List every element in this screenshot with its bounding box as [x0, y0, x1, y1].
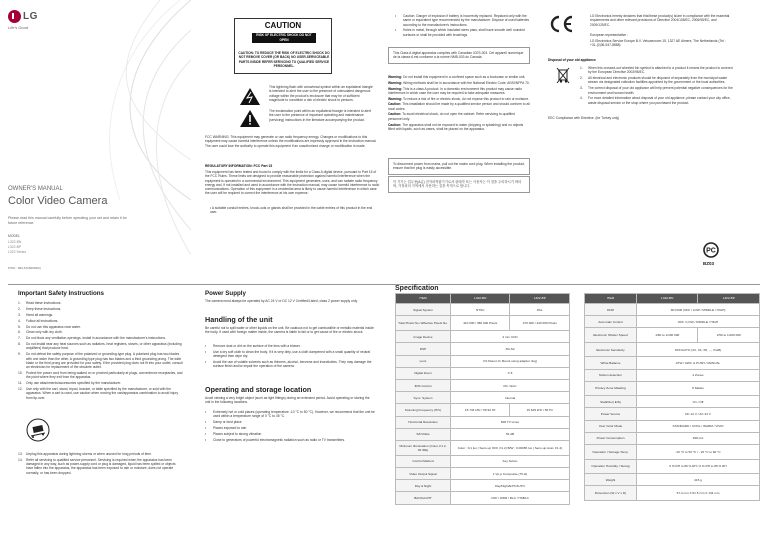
- warning-label: Warning:: [388, 96, 403, 101]
- list-item: 4. For more detailed information about disposal of your old appliance, please contact your city office, waste disposal service or the shop where you purchased the product.: [580, 96, 736, 105]
- regulatory-bullet: • A suitable conduit entries, knock-outs or glands shall be provided in the cable entries of this product in the end user.: [210, 206, 373, 215]
- spec-value: STANDARD / COOL / WARM / VIVID: [637, 420, 760, 432]
- warning-text: To reduce a risk of fire or electric shock, do not expose this product to rain or moisture.: [403, 96, 530, 101]
- list-item-text: Protect the power cord from being walked on or pinched particularly at plugs, convenience receptacles, and the point where they exit from the apparatus.: [26, 371, 183, 380]
- table-row: [396, 455, 570, 467]
- table-row: [585, 445, 760, 460]
- certification-code: BZ03: [703, 261, 715, 266]
- lg-logo: [8, 10, 54, 36]
- spec-value: 600 TV Lines: [451, 416, 570, 428]
- list-item-text: All electrical and electronic products should be disposed of separately from the municipal waste stream via designated collection facilities appointed by the government or the local authorities.: [588, 76, 728, 85]
- warning-item: [388, 81, 530, 85]
- spec-value: 15.625 kHz / 50 Hz: [510, 404, 570, 416]
- list-item-text: Extremely hot or cold places (operating temperature -10 °C to 50 °C). However, we recommend that the unit be used within a temperature range of 0 °C to 45 °C.: [213, 410, 375, 419]
- spec-label: Dimension (W x V x D): [585, 486, 637, 501]
- warnings-block: [388, 75, 530, 133]
- table-row: [585, 328, 760, 343]
- list-item-text: Heed all warnings.: [26, 312, 54, 317]
- spec-label: Scanning Frequency (H/V): [396, 404, 451, 416]
- table-row: [396, 304, 570, 316]
- header-model-bp: L322-BP: [510, 294, 570, 304]
- spec-value: X 8: [451, 367, 570, 379]
- warning-item: [388, 123, 530, 132]
- list-item-text: Clean only with dry cloth.: [26, 330, 63, 335]
- header-item: ITEM: [396, 294, 451, 304]
- list-item-text: Close to generators of powerful electromagnetic radiation such as radio or TV transmitters.: [213, 437, 346, 442]
- spec-label: Privacy Zone Masking: [585, 381, 637, 396]
- list-item-text: Use only with the cart, stand, tripod, bracket, or table specified by the manufacturer, or sold with the apparatus. When a cart is used, use caution when moving the cart/apparatus combination to avoid injury from tip-over.: [26, 387, 179, 400]
- table-row: [396, 379, 570, 391]
- shock-warning-bar: RISK OF ELECTRIC SHOCK DO NOT OPEN: [252, 33, 316, 43]
- warning-item: [388, 75, 530, 79]
- cover-panel: [0, 0, 191, 281]
- list-item-text: Keep these instructions.: [26, 306, 62, 311]
- list-item: 2. All electrical and electronic products should be disposed of separately from the municipal waste stream via designated collection facilities appointed by the government or the local authorities.: [580, 76, 736, 85]
- spec-label: DSP: [396, 343, 451, 355]
- disposal-list: [580, 66, 736, 107]
- spec-value: DC 12 V / AC 24 V: [637, 408, 760, 420]
- table-row: [396, 404, 570, 416]
- safety-list: [18, 301, 183, 401]
- list-item: • Places exposed to rain: [205, 426, 247, 431]
- safety-list-cont: [18, 452, 183, 477]
- spec-value: OFF / LOW / MIDDLE / HIGH: [637, 316, 760, 328]
- list-item: • Remove dust or dirt on the surface of the lens with a blower.: [205, 344, 301, 348]
- spec-label: Motion detection: [585, 369, 637, 381]
- warning-text: Wiring methods shall be in accordance with the National Electric Code, ANSI/NFPA 70.: [403, 80, 530, 85]
- regulatory-heading: REGULATORY INFORMATION: FCC Part 15: [205, 164, 273, 168]
- manual-type: OWNER'S MANUAL: [8, 186, 63, 192]
- spec-value: 67.4 mm X 61.5 mm X 134 mm: [637, 486, 760, 501]
- list-item-text: Refer all servicing to qualified service personnel. Servicing is required when the apparatus has been damaged in any way, such as power-supply cord or plug is damaged, liquid has been spilled or objects have fallen into the apparatus, the apparatus has been exposed to rain or moisture, does not operate normally, or has been dropped.: [26, 457, 176, 475]
- spec-value: -10 °C to 50 °C / - 20 °C to 60 °C: [637, 445, 760, 460]
- eec-compliance: EEC Compliance with Directive. (for Turkey only): [548, 116, 620, 120]
- regulatory-body: This equipment has been tested and found to comply with the limits for a Class A digital device, pursuant to Part 15 of the FCC Rules. These limits are designed to provide reasonable protection against harmful interference when the equipment is operated in a commercial environment. This equipment generates, uses, and can radiate radio frequency energy and, if not installed and used in accordance with the instruction manual, may cause harmful interference to radio communications. Operation of this equipment in a residential area is likely to cause harmful interference in which case the user will be required to correct the interference at his own expense.: [205, 170, 380, 196]
- lightning-explanation: This lightning flash with arrowhead symbol within an equilateral triangle is intended to alert the user to the presence of uninsulated dangerous voltage within the product's enclosure that may be of sufficient magnitude to constitute a risk of electric shock to persons.: [269, 85, 373, 102]
- spec-label: S/N Ratio: [396, 428, 451, 440]
- list-item-text: Do not install near any heat sources such as radiators, heat registers, stoves, or other apparatus (including amplifiers) that produce heat.: [26, 342, 182, 351]
- spec-value: 4 mm CCD: [451, 331, 570, 343]
- table-row: [585, 381, 760, 396]
- spec-label: Video Output Signal: [396, 468, 451, 480]
- read-instruction: Please read this manual carefully before operating your set and retain it for future reference.: [8, 216, 127, 225]
- list-item: 14. Refer all servicing to qualified service personnel. Servicing is required when the apparatus has been damaged in any way, such as power-supply cord or plug is damaged, liquid has been spilled or objects have fallen into the apparatus, the apparatus has been exposed to rain or moisture, does not operate normally, or has been dropped.: [18, 458, 183, 475]
- list-item-text: Holes in metal, through which insulated wires pass, shall have smooth well rounded surfaces or shall be provided with brushings.: [403, 28, 525, 37]
- model-item: L322-BN: [8, 240, 22, 244]
- spec-label: Sync. System: [396, 392, 451, 404]
- list-item-text: Follow all instructions.: [26, 318, 59, 323]
- warning-text: This is a class A product. In a domestic environment this product may cause radio interference in which case the user may be required to take adequate measures.: [388, 86, 522, 95]
- location-title: Operating and storage location: [205, 385, 312, 394]
- list-item-text: Places subject to strong vibration: [213, 431, 262, 436]
- table-row: [585, 474, 760, 486]
- list-item-text: Remove dust or dirt on the surface of the lens with a blower.: [213, 344, 301, 348]
- spec-value: 415 g: [637, 474, 760, 486]
- list-item: 4. Follow all instructions.: [18, 318, 59, 323]
- table-row: [396, 416, 570, 428]
- spec-value: OFF/AUTO (X2, X4, X8, ..., X128): [637, 342, 760, 357]
- header-item: ITEM: [585, 294, 637, 304]
- spec-label: White Balance: [585, 357, 637, 369]
- table-row: [585, 459, 760, 474]
- power-title: Power Supply: [205, 290, 246, 297]
- list-item: 6. Clean only with dry cloth.: [18, 330, 63, 335]
- ce-declaration: LG Electronics hereby declares that this/these product(s) is/are in compliance with the essential requirements and other relevant provisions of Directive 2004/108/EC, 2006/95/EC, and 2009/125/EC.: [590, 14, 730, 27]
- exclamation-triangle-icon: [240, 110, 260, 127]
- spec-value: NTSC: [451, 304, 510, 316]
- list-item: • Holes in metal, through which insulated wires pass, shall have smooth well rounded surfaces or shall be provided with brushings.: [395, 28, 530, 37]
- list-item-text: Only use attachments/accessories specified by the manufacturer.: [26, 381, 122, 386]
- table-row: [396, 440, 570, 455]
- header-model-bp: L322-BP: [698, 294, 760, 304]
- model-item: L322 Series: [8, 249, 27, 254]
- disposal-heading: Disposal of your old appliance: [548, 58, 596, 62]
- model-list: [8, 240, 26, 255]
- list-item: 12. Use only with the cart, stand, tripod, bracket, or table specified by the manufacturer, or sold with the apparatus. When a cart is used, use caution when moving the cart/apparatus combination to avoid injury from tip-over.: [18, 387, 183, 400]
- spec-value: PAL: [510, 304, 570, 316]
- page-divider: [8, 284, 760, 285]
- list-item: 13. Unplug this apparatus during lightning storms or when unused for long periods of time.: [18, 452, 152, 456]
- list-item: • Damp or dust place: [205, 420, 242, 425]
- spec-label: Operation / Storage Temp.: [585, 445, 637, 460]
- svg-text:PC: PC: [706, 247, 716, 255]
- caution-box: [234, 18, 332, 74]
- caution-text: CAUTION: TO REDUCE THE RISK OF ELECTRIC SHOCK DO NOT REMOVE COVER (OR BACK) NO USER-SERVICEABLE PARTS INSIDE REFER SERVICING TO QUALIFIED SERVICE PERSONNEL.: [238, 51, 330, 68]
- warning-item: [388, 112, 530, 121]
- list-item-text: Unplug this apparatus during lightning storms or when unused for long periods of time.: [26, 452, 152, 456]
- list-item: • Use a dry soft cloth to clean the body. If it is very dirty, use a cloth dampened with a small quantity of neutral detergent then wipe dry.: [205, 350, 375, 359]
- spec-label: Total Pixels No./ Effective Pixels No.: [396, 316, 451, 331]
- list-item: 1. Read these instructions.: [18, 301, 62, 305]
- lightning-triangle-icon: [240, 88, 260, 105]
- safety-title: Important Safety Instructions: [18, 290, 104, 297]
- table-header-row: [396, 294, 570, 304]
- spec-value: Color : 0.1 lux ( Sens-up OFF, F1.2) B/W : 0.00065 lux ( Sens-up Auto, F1.2): [451, 440, 570, 455]
- warning-label: Caution:: [388, 102, 402, 107]
- list-item: 3. The correct disposal of your old appliance will help prevent potential negative consequences for the environment and human health.: [580, 86, 736, 95]
- eu-rep-heading: European representative :: [590, 33, 628, 37]
- canada-compliance-box: This Class A digital apparatus complies with Canadian ICES-003. Cet appareil numerique de la classe A est conforme a la norme NMB-003 du Canada.: [388, 47, 530, 64]
- warning-label: Caution:: [388, 122, 402, 127]
- spec-value: Internal: [451, 392, 570, 404]
- spec-value: 8 Masks: [637, 381, 760, 396]
- battery-caution-list: [395, 14, 530, 39]
- spec-label: User Color Mode: [585, 420, 637, 432]
- spec-label: Control Method: [396, 455, 451, 467]
- spec-label: Electronic Sensitivity: [585, 342, 637, 357]
- warning-label: Warning:: [388, 86, 403, 91]
- table-row: [396, 392, 570, 404]
- list-item-text: For more detailed information about disposal of your old appliance, please contact your city office, waste disposal service or the shop where you purchased the product.: [588, 96, 731, 105]
- list-item-text: Read these instructions.: [26, 301, 62, 305]
- logo-text: LG: [23, 11, 38, 22]
- table-row: [585, 486, 760, 501]
- table-row: [396, 355, 570, 367]
- spec-value: 52 dB: [451, 428, 570, 440]
- spec-value: XD-S2: [451, 343, 570, 355]
- list-item: • Places subject to strong vibration: [205, 431, 262, 436]
- caution-title: CAUTION: [264, 21, 302, 30]
- list-item-text: Do not use this apparatus near water.: [26, 324, 81, 329]
- spec-label: Horizontal Resolution: [396, 416, 451, 428]
- warning-text: Do not install this equipment in a confined space such as a bookcase or similar unit.: [403, 75, 526, 79]
- table-row: [585, 369, 760, 381]
- warning-item: [388, 97, 530, 101]
- spec-label: IRIS Control: [396, 379, 451, 391]
- eac-certification-icon: [700, 242, 722, 260]
- spec-table-2: [584, 293, 760, 501]
- table-row: [396, 316, 570, 331]
- list-item: 5. Do not use this apparatus near water.: [18, 324, 81, 329]
- list-item: 10. Protect the power cord from being walked on or pinched particularly at plugs, convenience receptacles, and the point where they exit from the apparatus.: [18, 371, 183, 380]
- handling-title: Handling of the unit: [205, 315, 273, 324]
- warning-text: The apparatus shall not be exposed to water (dripping or splashing) and no objects filled with liquids, such as vases, shall be placed on the apparatus.: [388, 122, 524, 131]
- part-number: P/NO : MFL67260903(0): [8, 266, 41, 270]
- model-heading: MODEL: [8, 234, 21, 238]
- list-item-text: The correct disposal of your old appliance will help prevent potential negative consequences for the environment and human health.: [588, 86, 733, 95]
- spec-value: 15.734 kHz / 59.94 Hz: [451, 404, 510, 416]
- spec-label: Stabilizer( EIS): [585, 396, 637, 408]
- exclamation-explanation: The exclamation point within an equilateral triangle is intended to alert the user to the presence of important operating and maintenance (servicing) instructions in the literature accompanying the product.: [269, 109, 371, 122]
- list-item: 7. Do not block any ventilation openings. Install in accordance with the manufacturer's instructions.: [18, 336, 166, 341]
- location-body: Avoid viewing a very bright object (such as light fittings) during an extended period. Avoid operating or storing the unit in the following locations.: [205, 396, 370, 405]
- cart-tipover-icon: [25, 418, 51, 442]
- list-item-text: Places exposed to rain: [213, 426, 247, 431]
- list-item-text: Do not block any ventilation openings. Install in accordance with the manufacturer's instructions.: [26, 336, 166, 341]
- list-item-text: Do not defeat the safety purpose of the polarized or grounding-type plug. A polarized plug has two blades with one wider than the other. A grounding type plug has two blades and a third grounding prong. The wide blade or the third prong are provided for your safety. If the provided plug does not fit into your outlet, consult an electrician for replacement of the obsolete outlet.: [26, 352, 183, 370]
- table-row: [585, 316, 760, 328]
- list-item-text: Damp or dust place: [213, 420, 242, 425]
- table-row: [396, 480, 570, 492]
- list-item-text: When this crossed-out wheeled bin symbol is attached to a product it means the product is covered by the European Directive 2002/96/EC.: [588, 66, 733, 75]
- list-item: 11. Only use attachments/accessories specified by the manufacturer.: [18, 381, 122, 386]
- handling-body: Be careful not to spill water or other liquids on the unit. Be cautious not to get combustible or metallic material inside the body. If used with foreign matter inside, the camera is liable to fail or to get cause of fire or electric shock.: [205, 326, 374, 335]
- warning-label: Caution:: [388, 112, 402, 117]
- spec-value: 0 % RH to 80 % RH / 0 % RH to 85 % RH: [637, 459, 760, 474]
- spec-label: Image Device: [396, 331, 451, 343]
- spec-value: 298 mA: [637, 432, 760, 444]
- list-item: 3. Heed all warnings.: [18, 312, 54, 317]
- table-row: [396, 468, 570, 480]
- spec-label: Power Source: [585, 408, 637, 420]
- warning-item: [388, 87, 530, 96]
- list-item-text: Use a dry soft cloth to clean the body. If it is very dirty, use a cloth dampened with a small quantity of neutral detergent then wipe dry.: [213, 349, 371, 359]
- list-item-text: Caution: Danger of explosion if battery is incorrectly replaced. Replaced only with the same or equivalent type recommended by the manufacturer. Dispose of used batteries according to the manufacturer's instructions.: [403, 14, 530, 27]
- spec-label: Operation Humidity / Storag: [585, 459, 637, 474]
- warning-text: To avoid electrical shock, do not open the cabinet. Refer servicing to qualified personnel only.: [388, 112, 515, 121]
- model-item: L322-BP: [8, 244, 22, 249]
- list-item-text: Avoid the use of volatile solvents such as thinners, alcohol, benzene and insecticides. They may damage the surface finish and/or impair the operation of the camera.: [213, 360, 372, 369]
- spec-value: Key button: [451, 455, 570, 467]
- spec-value: ATW / AWC ➡ PUSH / MANUAL: [637, 357, 760, 369]
- spec-value: DC / ELC: [451, 379, 570, 391]
- spec-label: Power Consumption: [585, 432, 637, 444]
- table-row: [585, 396, 760, 408]
- list-item: • Caution: Danger of explosion if battery is incorrectly replaced. Replaced only with the same or equivalent type recommended by the manufacturer. Dispose of used batteries according to the manufacturer's instructions.: [395, 14, 530, 27]
- spec-label: Minimum Illumination (Color, F1.2, 30 IRE): [396, 440, 451, 455]
- fcc-warning: FCC WARNING: This equipment may generate or use radio frequency energy. Changes or modifications to this equipment may cause harmful interference unless the modifications are expressly approved in the instruction manual. The user could lose the authority to operate this equipment if an unauthorized change or modification is made.: [205, 135, 377, 148]
- disconnect-box: To disconnect power from mains, pull out the mains cord plug. When installing the product, ensure that the plug is easily accessible.: [388, 158, 530, 175]
- ce-mark-icon: [548, 14, 574, 34]
- warning-label: Warning:: [388, 75, 403, 79]
- spec-value: On / Off: [637, 396, 760, 408]
- warning-label: Warning:: [388, 80, 403, 85]
- crossed-bin-icon: [556, 66, 570, 84]
- table-header-row: [585, 294, 760, 304]
- list-item: 8. Do not install near any heat sources such as radiators, heat registers, stoves, or other apparatus (including amplifiers) that produce heat.: [18, 342, 182, 351]
- spec-label: Digital Zoom: [396, 367, 451, 379]
- spec-label: Lens: [396, 355, 451, 367]
- spec-value: 1/60 to 1/100 000: [637, 328, 698, 343]
- spec-value: 470 000 / 440 000 Pixels: [510, 316, 570, 331]
- table-row: [585, 357, 760, 369]
- spec-table-1: [395, 293, 570, 505]
- spec-title: Specification: [395, 285, 439, 292]
- spec-label: Signal System: [396, 304, 451, 316]
- list-item: • Avoid the use of volatile solvents such as thinners, alcohol, benzene and insecticides. They may damage the surface finish and/or impair the operation of the camera.: [205, 360, 375, 369]
- table-row: [585, 420, 760, 432]
- spec-value: 1/50 to 1/100 000: [698, 328, 760, 343]
- spec-value: 3D DNR (OFF / LOW / MIDDLE / HIGH): [637, 304, 760, 316]
- eu-rep-address: LG Electronics Service Europe B.V. Veluwezoom 15, 1327 AE Almere, The Netherlands (Tel : +31-(0)36-547-8888): [590, 39, 726, 48]
- list-item: • Close to generators of powerful electromagnetic radiation such as radio or TV transmitters.: [205, 437, 346, 442]
- spec-label: BACKLIGHT: [396, 492, 451, 504]
- spec-label: Electronic Shutter Speed: [585, 328, 637, 343]
- table-row: [396, 331, 570, 343]
- header-model-bn: L322-BN: [637, 294, 698, 304]
- korean-notice-box: 이 기기는 업무용(A급) 전자파적합기기로서 판매자 또는 사용자는 이 점을 주의하시기 바라며, 가정외의 지역에서 사용하는 것을 목적으로 합니다.: [388, 176, 530, 193]
- spec-label: Auto Gain Control: [585, 316, 637, 328]
- warning-text: This installation should be made by a qualified service person and should conform to all local codes.: [388, 102, 530, 111]
- spec-label: Day & Night: [396, 480, 451, 492]
- spec-value: 1 Vp-p Composite (75 Ω): [451, 468, 570, 480]
- handling-list: [205, 344, 375, 370]
- spec-label: DNR: [585, 304, 637, 316]
- table-row: [585, 342, 760, 357]
- product-title: Color Video Camera: [8, 195, 108, 207]
- list-item: 2. Keep these instructions.: [18, 306, 62, 311]
- warning-item: [388, 102, 530, 111]
- spec-value: Day/Night/EXT/AUTO: [451, 480, 570, 492]
- table-row: [585, 408, 760, 420]
- table-row: [585, 304, 760, 316]
- table-row: [396, 343, 570, 355]
- spec-label: Weight: [585, 474, 637, 486]
- location-list: [205, 410, 375, 444]
- list-item: 1. When this crossed-out wheeled bin symbol is attached to a product it means the product is covered by the European Directive 2002/96/EC.: [580, 66, 736, 75]
- list-item: • Extremely hot or cold places (operating temperature -10 °C to 50 °C). However, we recommend that the unit be used within a temperature range of 0 °C to 45 °C.: [205, 410, 375, 419]
- regulatory-bullet-text: A suitable conduit entries, knock-outs or glands shall be provided in the cable entries of this product in the end user.: [210, 206, 373, 215]
- spec-value: OFF / WDR / BLC / HSBLC: [451, 492, 570, 504]
- table-row: [396, 367, 570, 379]
- header-model-bn: L322-BN: [451, 294, 510, 304]
- list-item: 9. Do not defeat the safety purpose of the polarized or grounding-type plug. A polarized plug has two blades with one wider than the other. A grounding type plug has two blades and a third grounding prong. The wide blade or the third prong are provided for your safety. If the provided plug does not fit into your outlet, consult an electrician for replacement of the obsolete outlet.: [18, 352, 183, 370]
- lg-face-icon: [8, 10, 21, 23]
- power-body: The camera must always be operated by AC 24 V or DC 12 V Certified/Listed, class 2 power supply only.: [205, 299, 358, 303]
- logo-tagline: Life's Good: [8, 25, 29, 30]
- table-row: [585, 432, 760, 444]
- spec-value: CS Mount (C Mount using adaptor ring): [451, 355, 570, 367]
- table-row: [396, 492, 570, 504]
- spec-value: 410 000 / 380 000 Pixels: [451, 316, 510, 331]
- table-row: [396, 428, 570, 440]
- spec-value: 4 Zones: [637, 369, 760, 381]
